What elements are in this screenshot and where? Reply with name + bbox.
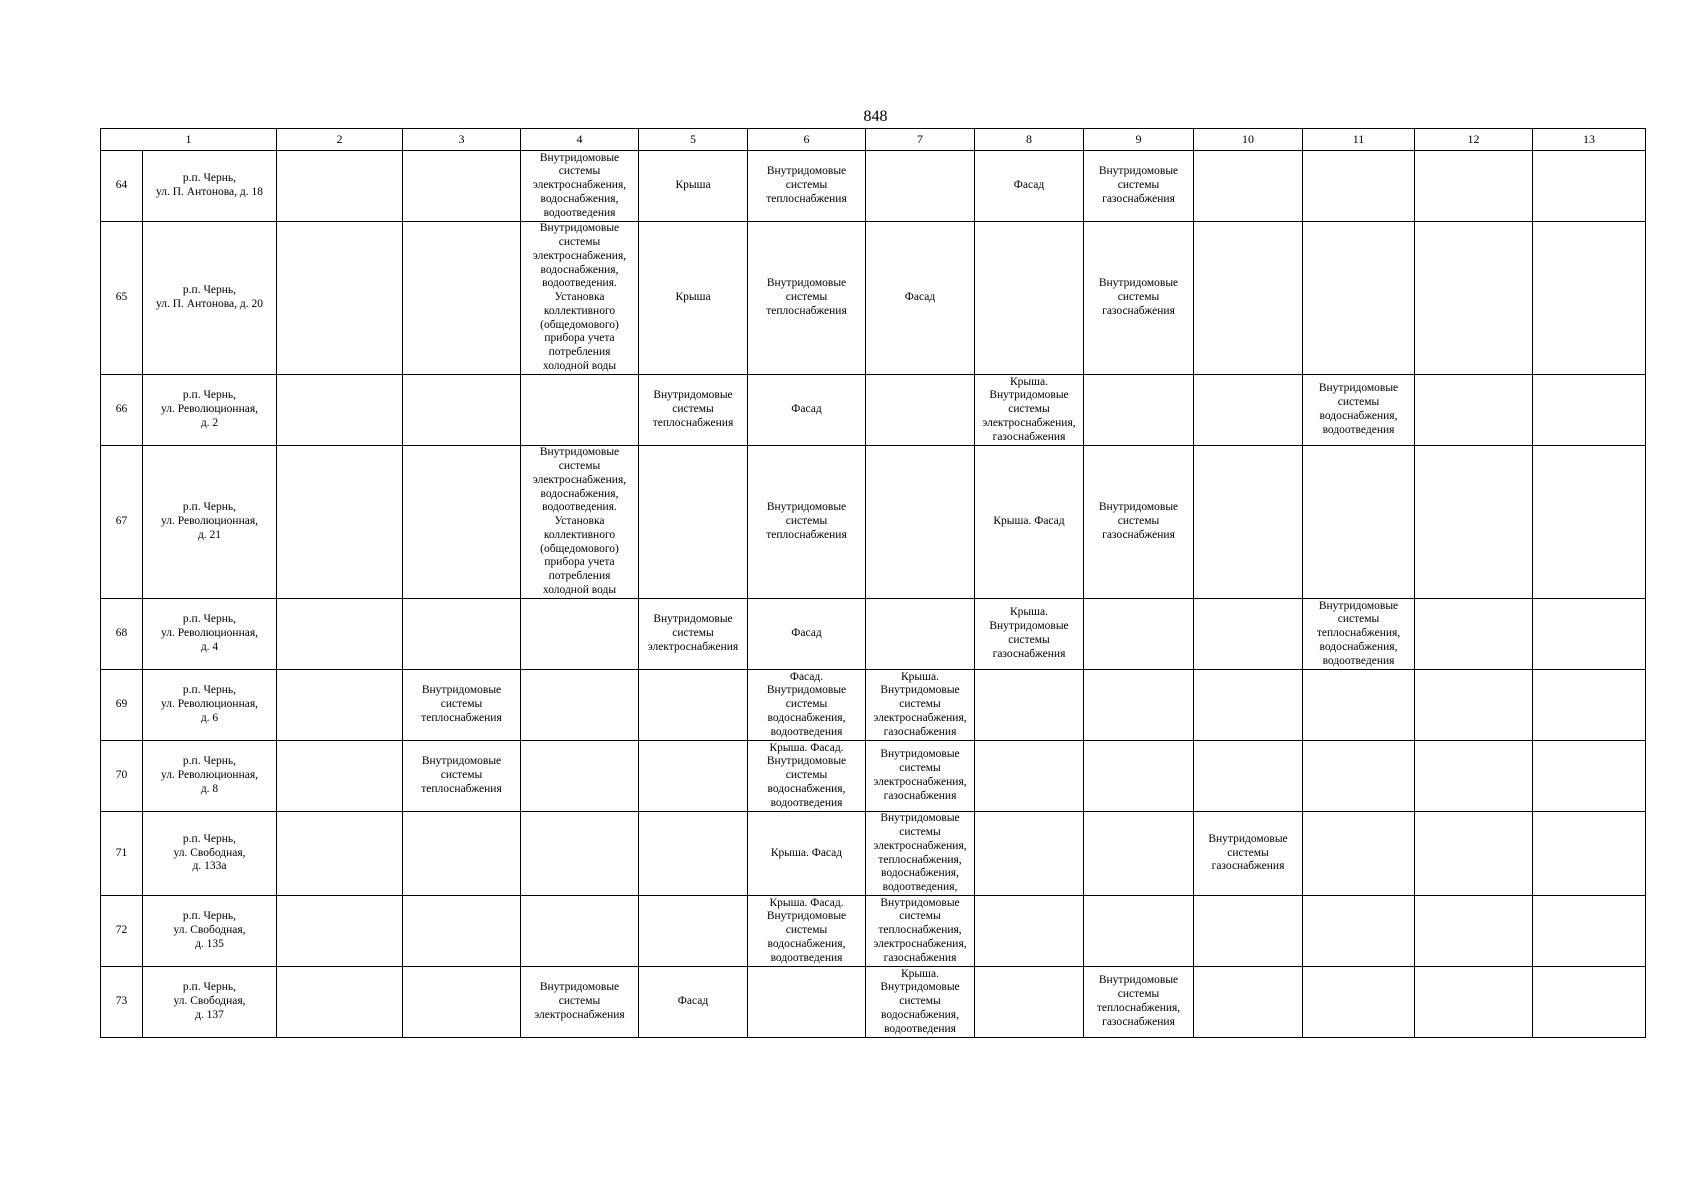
work-cell: [403, 812, 521, 896]
work-cell: [1194, 375, 1303, 446]
work-cell: Внутридомовые системы электроснабжения, газоснабжения: [866, 741, 975, 812]
work-cell: [277, 741, 403, 812]
work-cell: [1303, 812, 1415, 896]
work-cell: [975, 741, 1084, 812]
work-cell: Фасад: [866, 222, 975, 375]
work-cell: [403, 599, 521, 670]
work-cell: [1533, 812, 1646, 896]
address-cell: р.п. Чернь, ул. П. Антонова, д. 18: [143, 151, 277, 222]
work-cell: [1084, 741, 1194, 812]
row-number-cell: 70: [101, 741, 143, 812]
work-cell: [277, 222, 403, 375]
work-cell: Внутридомовые системы теплоснабжения: [403, 670, 521, 741]
work-cell: Крыша: [639, 222, 748, 375]
work-cell: [975, 670, 1084, 741]
work-cell: [639, 812, 748, 896]
work-cell: [521, 896, 639, 967]
work-cell: [277, 670, 403, 741]
header-cell: 8: [975, 129, 1084, 151]
header-cell: 12: [1415, 129, 1533, 151]
work-cell: Крыша. Фасад. Внутридомовые системы водоснабжения, водоотведения: [748, 741, 866, 812]
work-cell: [403, 967, 521, 1038]
work-cell: Крыша. Фасад: [975, 446, 1084, 599]
work-cell: [403, 375, 521, 446]
row-number-cell: 64: [101, 151, 143, 222]
work-cell: Крыша. Фасад. Внутридомовые системы водоснабжения, водоотведения: [748, 896, 866, 967]
work-cell: [1415, 812, 1533, 896]
work-cell: Крыша. Внутридомовые системы водоснабжения, водоотведения: [866, 967, 975, 1038]
work-cell: [1533, 375, 1646, 446]
header-cell: 7: [866, 129, 975, 151]
work-cell: [1533, 599, 1646, 670]
header-cell: 11: [1303, 129, 1415, 151]
work-cell: [1415, 151, 1533, 222]
work-cell: [1194, 670, 1303, 741]
work-cell: [639, 446, 748, 599]
work-cell: [1533, 670, 1646, 741]
work-cell: Фасад: [975, 151, 1084, 222]
row-number-cell: 68: [101, 599, 143, 670]
page-number: 848: [863, 108, 888, 125]
table-row: [101, 375, 1646, 446]
work-cell: [1084, 375, 1194, 446]
work-cell: [1194, 599, 1303, 670]
work-cell: Внутридомовые системы электроснабжения, теплоснабжения, водоснабжения, водоотведения,: [866, 812, 975, 896]
work-cell: [639, 896, 748, 967]
table-row: [101, 896, 1646, 967]
work-cell: [1415, 967, 1533, 1038]
work-cell: [521, 670, 639, 741]
work-cell: [277, 375, 403, 446]
work-cell: Внутридомовые системы теплоснабжения: [748, 222, 866, 375]
work-cell: [1533, 896, 1646, 967]
work-cell: Внутридомовые системы водоснабжения, водоотведения: [1303, 375, 1415, 446]
work-cell: [1194, 151, 1303, 222]
work-cell: Внутридомовые системы газоснабжения: [1084, 222, 1194, 375]
work-cell: Внутридомовые системы электроснабжения: [521, 967, 639, 1038]
table-row: [101, 812, 1646, 896]
table-row: [101, 670, 1646, 741]
work-cell: [1533, 151, 1646, 222]
row-number-cell: 66: [101, 375, 143, 446]
work-cell: [748, 967, 866, 1038]
work-cell: Крыша. Внутридомовые системы газоснабжения: [975, 599, 1084, 670]
work-cell: [1194, 446, 1303, 599]
work-cell: [1084, 670, 1194, 741]
work-cell: Внутридомовые системы электроснабжения, водоснабжения, водоотведения. Установка коллективного (общедомового) прибора учета потребления холодной воды: [521, 446, 639, 599]
work-cell: [1084, 599, 1194, 670]
work-cell: [1303, 151, 1415, 222]
work-cell: [521, 741, 639, 812]
work-cell: [1415, 741, 1533, 812]
address-cell: р.п. Чернь, ул. Революционная, д. 8: [143, 741, 277, 812]
work-cell: [1415, 446, 1533, 599]
work-cell: [1084, 812, 1194, 896]
work-cell: [866, 599, 975, 670]
work-cell: [277, 896, 403, 967]
table-row: [101, 599, 1646, 670]
works-schedule-table: [100, 128, 1646, 1038]
work-cell: Крыша: [639, 151, 748, 222]
work-cell: [521, 599, 639, 670]
work-cell: [403, 896, 521, 967]
work-cell: [521, 375, 639, 446]
table-row: [101, 967, 1646, 1038]
address-cell: р.п. Чернь, ул. Свободная, д. 133а: [143, 812, 277, 896]
address-cell: р.п. Чернь, ул. Революционная, д. 2: [143, 375, 277, 446]
address-cell: р.п. Чернь, ул. Свободная, д. 137: [143, 967, 277, 1038]
work-cell: [521, 812, 639, 896]
work-cell: [1303, 967, 1415, 1038]
work-cell: Внутридомовые системы теплоснабжения: [403, 741, 521, 812]
work-cell: [639, 670, 748, 741]
header-row: [101, 129, 1646, 151]
work-cell: Внутридомовые системы газоснабжения: [1084, 446, 1194, 599]
address-cell: р.п. Чернь, ул. Революционная, д. 4: [143, 599, 277, 670]
work-cell: Внутридомовые системы электроснабжения, водоснабжения, водоотведения. Установка коллективного (общедомового) прибора учета потребления холодной воды: [521, 222, 639, 375]
work-cell: Внутридомовые системы теплоснабжения: [748, 446, 866, 599]
work-cell: [1533, 446, 1646, 599]
work-cell: [1415, 670, 1533, 741]
work-cell: [975, 222, 1084, 375]
table-row: [101, 151, 1646, 222]
header-cell: 9: [1084, 129, 1194, 151]
row-number-cell: 65: [101, 222, 143, 375]
work-cell: [403, 446, 521, 599]
work-cell: Внутридомовые системы газоснабжения: [1084, 151, 1194, 222]
work-cell: [1415, 375, 1533, 446]
work-cell: [1194, 741, 1303, 812]
work-cell: [277, 967, 403, 1038]
work-cell: [1303, 670, 1415, 741]
header-cell: 4: [521, 129, 639, 151]
work-cell: Внутридомовые системы теплоснабжения, газоснабжения: [1084, 967, 1194, 1038]
work-cell: [1303, 222, 1415, 375]
header-cell: 2: [277, 129, 403, 151]
row-number-cell: 69: [101, 670, 143, 741]
row-number-cell: 67: [101, 446, 143, 599]
header-cell: 6: [748, 129, 866, 151]
work-cell: Внутридомовые системы теплоснабжения, электроснабжения, газоснабжения: [866, 896, 975, 967]
work-cell: Внутридомовые системы электроснабжения: [639, 599, 748, 670]
work-cell: [1415, 222, 1533, 375]
header-cell: 5: [639, 129, 748, 151]
header-cell: 13: [1533, 129, 1646, 151]
work-cell: [277, 151, 403, 222]
work-cell: [1533, 222, 1646, 375]
table-body: [101, 129, 1646, 1038]
row-number-cell: 71: [101, 812, 143, 896]
work-cell: [1415, 599, 1533, 670]
work-cell: [866, 446, 975, 599]
row-number-cell: 72: [101, 896, 143, 967]
work-cell: [403, 222, 521, 375]
work-cell: Внутридомовые системы газоснабжения: [1194, 812, 1303, 896]
work-cell: Фасад: [748, 599, 866, 670]
work-cell: [277, 812, 403, 896]
table-row: [101, 446, 1646, 599]
work-cell: [1194, 896, 1303, 967]
header-cell: 3: [403, 129, 521, 151]
work-cell: Внутридомовые системы теплоснабжения: [748, 151, 866, 222]
work-cell: [1303, 896, 1415, 967]
table-row: [101, 222, 1646, 375]
work-cell: [1303, 741, 1415, 812]
work-cell: Крыша. Фасад: [748, 812, 866, 896]
work-cell: Крыша. Внутридомовые системы электроснабжения, газоснабжения: [975, 375, 1084, 446]
work-cell: Внутридомовые системы теплоснабжения: [639, 375, 748, 446]
work-cell: [1533, 967, 1646, 1038]
address-cell: р.п. Чернь, ул. П. Антонова, д. 20: [143, 222, 277, 375]
work-cell: [1194, 967, 1303, 1038]
work-cell: [1303, 446, 1415, 599]
work-cell: Фасад: [748, 375, 866, 446]
work-cell: Внутридомовые системы электроснабжения, водоснабжения, водоотведения: [521, 151, 639, 222]
table-row: [101, 741, 1646, 812]
work-cell: Крыша. Внутридомовые системы электроснабжения, газоснабжения: [866, 670, 975, 741]
work-cell: [403, 151, 521, 222]
work-cell: [975, 896, 1084, 967]
address-cell: р.п. Чернь, ул. Свободная, д. 135: [143, 896, 277, 967]
work-cell: [866, 375, 975, 446]
work-cell: [1533, 741, 1646, 812]
work-cell: Фасад. Внутридомовые системы водоснабжения, водоотведения: [748, 670, 866, 741]
address-cell: р.п. Чернь, ул. Революционная, д. 21: [143, 446, 277, 599]
work-cell: [975, 812, 1084, 896]
work-cell: [1415, 896, 1533, 967]
work-cell: [1084, 896, 1194, 967]
work-cell: [975, 967, 1084, 1038]
row-number-cell: 73: [101, 967, 143, 1038]
work-cell: [639, 741, 748, 812]
header-cell: 1: [101, 129, 277, 151]
work-cell: Внутридомовые системы теплоснабжения, водоснабжения, водоотведения: [1303, 599, 1415, 670]
work-cell: [1194, 222, 1303, 375]
work-cell: [277, 599, 403, 670]
work-cell: [277, 446, 403, 599]
work-cell: Фасад: [639, 967, 748, 1038]
header-cell: 10: [1194, 129, 1303, 151]
address-cell: р.п. Чернь, ул. Революционная, д. 6: [143, 670, 277, 741]
work-cell: [866, 151, 975, 222]
